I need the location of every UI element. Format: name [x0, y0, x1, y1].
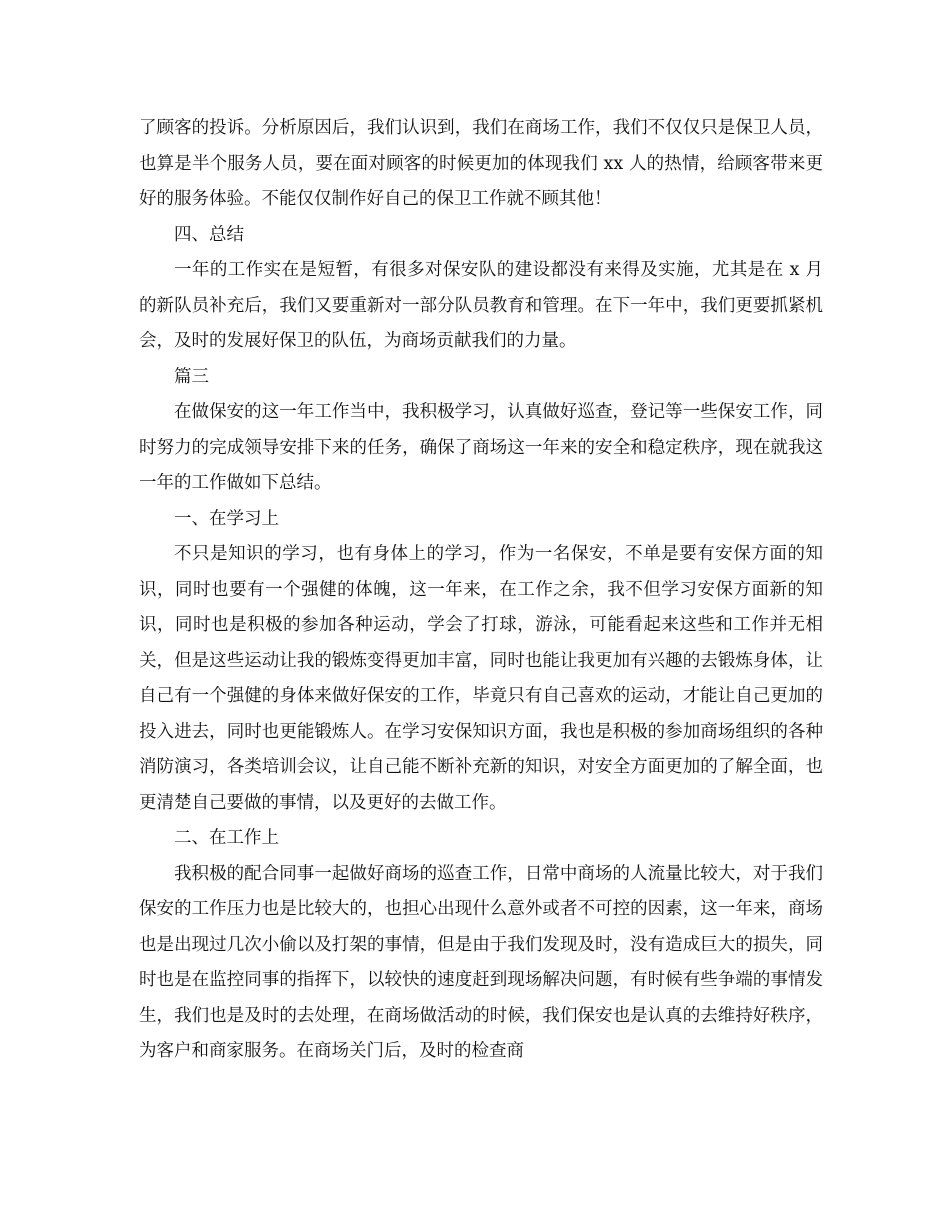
document-page: [139, 111, 823, 1070]
heading-summary: 四、总结: [174, 224, 244, 245]
paragraph-learning: 不只是知识的学习，也有身体上的学习，作为一名保安，不单是要有安保方面的知识，同时也要有一个强健的体魄，这一年来，在工作之余，我不但学习安保方面新的知识，同时也是积极的参加各种运动，学会了打球，游泳，可能看起来这些和工作并无相关，但是这些运动让我的锻炼变得更加丰富，同时也能让我更加有兴趣的去锻炼身体，让自己有一个强健的身体来做好保安的工作，毕竟只有自己喜欢的运动，才能让自己更加的投入进去，同时也更能锻炼人。在学习安保知识方面，我也是积极的参加商场组织的各种消防演习，各类培训会议，让自己能不断补充新的知识，对安全方面更加的了解全面，也更清楚自己要做的事情，以及更好的去做工作。: [139, 544, 823, 813]
paragraph-intro: 在做保安的这一年工作当中，我积极学习，认真做好巡查，登记等一些保安工作，同时努力的完成领导安排下来的任务，确保了商场这一年来的安全和稳定秩序，现在就我这一年的工作做如下总结。: [139, 402, 823, 493]
heading-part-three: 篇三: [174, 366, 209, 387]
paragraph-complaint-conclusion: 了顾客的投诉。分析原因后，我们认识到，我们在商场工作，我们不仅仅只是保卫人员，也算是半个服务人员，要在面对顾客的时候更加的体现我们 xx 人的热情，给顾客带来更好的服务体验。不能仅仅制作好自己的保卫工作就不顾其他！: [139, 118, 823, 209]
paragraph-summary: 一年的工作实在是短暂，有很多对保安队的建设都没有来得及实施，尤其是在 x 月的新队员补充后，我们又要重新对一部分队员教育和管理。在下一年中，我们更要抓紧机会，及时的发展好保卫的队伍，为商场贡献我们的力量。: [139, 260, 823, 351]
paragraph-work: 我积极的配合同事一起做好商场的巡查工作，日常中商场的人流量比较大，对于我们保安的工作压力也是比较大的，也担心出现什么意外或者不可控的因素，这一年来，商场也是出现过几次小偷以及打架的事情，但是由于我们发现及时，没有造成巨大的损失，同时也是在监控同事的指挥下，以较快的速度赶到现场解决问题，有时候有些争端的事情发生，我们也是及时的去处理，在商场做活动的时候，我们保安也是认真的去维持好秩序，为客户和商家服务。在商场关门后，及时的检查商: [139, 863, 823, 1061]
heading-learning: 一、在学习上: [174, 508, 279, 529]
heading-work: 二、在工作上: [174, 828, 279, 848]
